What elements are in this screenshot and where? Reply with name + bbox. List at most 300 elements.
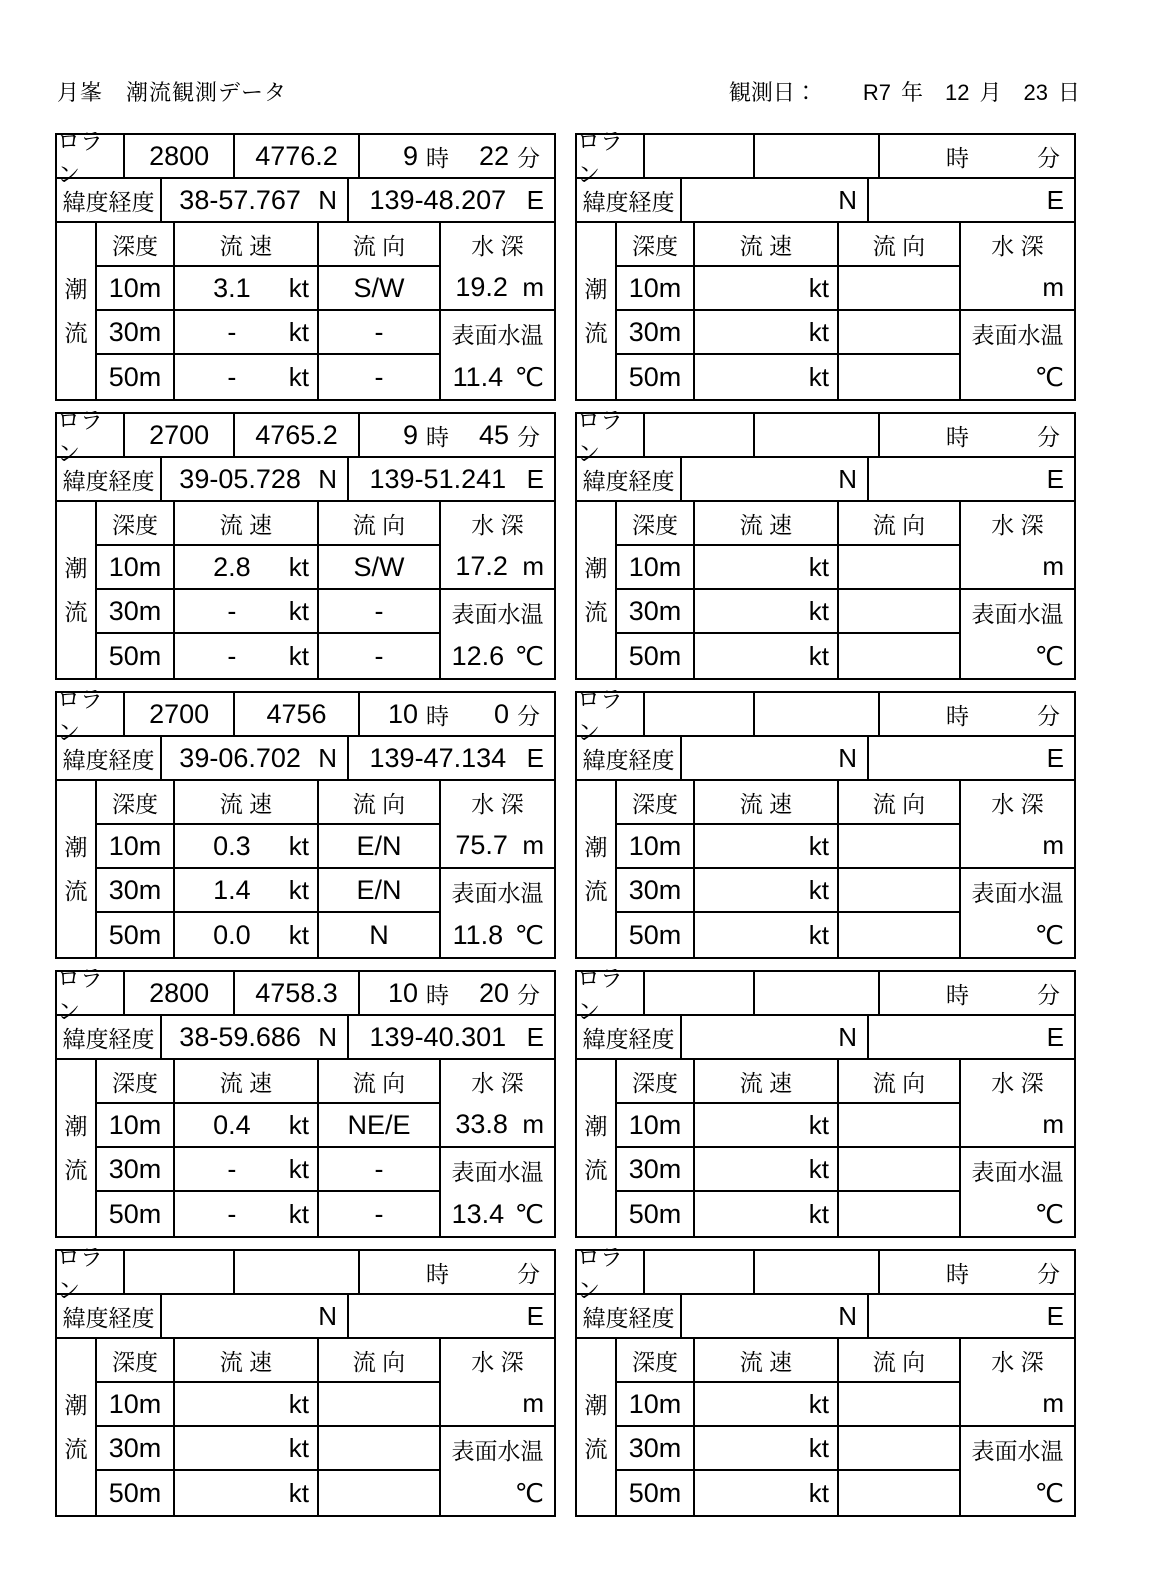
direction-header: 流 向 [839, 1339, 961, 1383]
loran-row [577, 1244, 1074, 1303]
observation-block [55, 407, 556, 680]
latlon-label: 緯度経度 [57, 1295, 162, 1337]
depth-row-label-50m: 50m [617, 1192, 695, 1236]
speed-value: 0.0 [213, 919, 251, 950]
depth-row-label-30m: 30m [617, 311, 695, 355]
north-unit: N [838, 463, 857, 494]
speed-header: 流 速 [695, 781, 839, 825]
loran-value-2: 4758.3 [235, 972, 360, 1014]
speed-header: 流 速 [175, 1339, 319, 1383]
hour-unit: 時 [946, 702, 969, 729]
loran-label: ロラン [57, 693, 125, 735]
speed-cell-30m [175, 1148, 319, 1192]
speed-cell-30m [695, 1148, 839, 1192]
direction-value-10m [319, 1383, 441, 1427]
direction-value-30m [839, 590, 961, 634]
longitude-value: 139-47.134 [369, 742, 507, 773]
water-depth-label: 水 深 [991, 791, 1044, 817]
time-cell [880, 414, 1074, 456]
loran-label: ロラン [57, 972, 125, 1014]
speed-cell-50m [175, 634, 319, 678]
latitude-cell [162, 1016, 349, 1058]
longitude-cell [349, 1016, 554, 1058]
loran-value-1 [645, 693, 755, 735]
celsius-unit: ℃ [1034, 640, 1064, 671]
speed-cell-50m [695, 634, 839, 678]
measurement-table [57, 223, 554, 399]
hour-unit: 時 [946, 981, 969, 1008]
surface-temp-cell [961, 869, 1074, 957]
surface-temp-label: 表面水温 [971, 1158, 1064, 1185]
surface-temp-cell [441, 1427, 554, 1515]
surface-temp-value-line [441, 1192, 554, 1236]
speed-cell-10m [175, 1104, 319, 1148]
direction-value-30m [839, 311, 961, 355]
current-char: 流 [584, 320, 608, 346]
kt-unit: kt [808, 640, 829, 671]
latlon-label: 緯度経度 [577, 1295, 682, 1337]
current-char: 流 [584, 599, 608, 625]
kt-unit: kt [288, 595, 309, 626]
latitude-cell [682, 737, 869, 779]
kt-unit: kt [808, 874, 829, 905]
depth-row-label-10m: 10m [617, 546, 695, 590]
surface-temp-label: 表面水温 [451, 600, 544, 627]
speed-value: 3.1 [213, 272, 251, 303]
hour-unit: 時 [426, 1260, 449, 1287]
surface-temp-cell [961, 1148, 1074, 1236]
loran-value-1: 2800 [125, 972, 235, 1014]
celsius-unit: ℃ [1034, 919, 1064, 950]
latlon-label: 緯度経度 [577, 737, 682, 779]
water-depth-cell [961, 1060, 1074, 1148]
water-depth-cell [441, 781, 554, 869]
tide-char: 潮 [584, 834, 608, 860]
latlon-label: 緯度経度 [57, 1016, 162, 1058]
hour-value: 10 [387, 977, 418, 1008]
kt-unit: kt [808, 1432, 829, 1463]
depth-header: 深度 [97, 223, 175, 267]
kt-unit: kt [808, 272, 829, 303]
tide-char: 潮 [584, 1113, 608, 1139]
surface-temp-label: 表面水温 [451, 1437, 544, 1464]
meter-unit: m [1042, 551, 1064, 581]
kt-unit: kt [808, 551, 829, 582]
direction-value-10m: NE/E [319, 1104, 441, 1148]
north-unit: N [838, 1021, 857, 1052]
north-unit: N [318, 1300, 337, 1331]
measurement-table [57, 1060, 554, 1236]
depth-row-label-10m: 10m [97, 1383, 175, 1427]
loran-label: ロラン [57, 135, 125, 177]
latlon-row [57, 179, 554, 223]
water-depth-cell [961, 223, 1074, 311]
minute-unit: 分 [1037, 702, 1060, 729]
depth-row-label-50m: 50m [617, 634, 695, 678]
surface-temp-value-line [961, 913, 1074, 957]
north-unit: N [838, 1300, 857, 1331]
observation-block [575, 686, 1076, 959]
water-depth-label: 水 深 [991, 1070, 1044, 1096]
loran-value-1: 2800 [125, 135, 235, 177]
direction-header: 流 向 [319, 1339, 441, 1383]
surface-temp-cell [961, 590, 1074, 678]
loran-value-1 [125, 1251, 235, 1293]
minute-unit: 分 [1037, 423, 1060, 450]
tide-current-strip [577, 1339, 617, 1515]
speed-cell-10m [175, 1383, 319, 1427]
kt-unit: kt [288, 1198, 309, 1229]
longitude-cell [349, 1295, 554, 1337]
tide-current-strip [577, 223, 617, 399]
observation-block [575, 965, 1076, 1238]
surface-temp-label: 表面水温 [971, 600, 1064, 627]
direction-value-50m: N [319, 913, 441, 957]
minute-value: 45 [478, 419, 509, 450]
month-value: 12 [945, 80, 970, 105]
water-depth-label: 水 深 [471, 1070, 524, 1096]
surface-temp-cell [961, 1427, 1074, 1515]
surface-temp-cell [441, 590, 554, 678]
east-unit: E [1046, 742, 1064, 773]
depth-header: 深度 [97, 502, 175, 546]
depth-row-label-30m: 30m [617, 869, 695, 913]
kt-unit: kt [288, 1109, 309, 1140]
hour-unit: 時 [426, 702, 449, 729]
east-unit: E [526, 463, 544, 494]
time-cell [880, 1251, 1074, 1293]
water-depth-cell [441, 223, 554, 311]
tide-char: 潮 [64, 276, 88, 302]
speed-cell-50m [175, 1471, 319, 1515]
direction-value-30m [839, 1148, 961, 1192]
time-cell [360, 135, 554, 177]
loran-value-1 [645, 972, 755, 1014]
page-title: 月峯 潮流観測データ [57, 80, 288, 105]
loran-value-1: 2700 [125, 414, 235, 456]
current-char: 流 [584, 878, 608, 904]
current-char: 流 [584, 1157, 608, 1183]
speed-cell-50m [175, 355, 319, 399]
speed-cell-50m [695, 913, 839, 957]
depth-row-label-30m: 30m [97, 1427, 175, 1471]
depth-row-label-50m: 50m [617, 355, 695, 399]
depth-header: 深度 [617, 502, 695, 546]
tide-char: 潮 [64, 834, 88, 860]
direction-value-10m [839, 1104, 961, 1148]
water-depth-value: 33.8 [455, 1109, 508, 1139]
celsius-unit: ℃ [514, 640, 544, 671]
kt-unit: kt [288, 1477, 309, 1508]
kt-unit: kt [808, 1109, 829, 1140]
celsius-unit: ℃ [514, 1198, 544, 1229]
meter-unit: m [522, 1109, 544, 1139]
latitude-value: 39-05.728 [179, 463, 301, 494]
meter-unit: m [1042, 1109, 1064, 1139]
speed-cell-30m [175, 590, 319, 634]
longitude-cell [869, 179, 1074, 221]
water-depth-value-line [961, 824, 1074, 867]
tide-char: 潮 [64, 1392, 88, 1418]
speed-cell-30m [175, 311, 319, 355]
depth-row-label-10m: 10m [617, 267, 695, 311]
surface-temp-value-line [961, 634, 1074, 678]
measurement-table [57, 1339, 554, 1515]
east-unit: E [1046, 184, 1064, 215]
longitude-cell [869, 737, 1074, 779]
minute-value: 20 [478, 977, 509, 1008]
loran-label: ロラン [577, 135, 645, 177]
hour-value: 10 [387, 698, 418, 729]
speed-cell-10m [695, 825, 839, 869]
latlon-row [57, 737, 554, 781]
speed-cell-30m [695, 590, 839, 634]
surface-temp-label: 表面水温 [451, 1158, 544, 1185]
water-depth-value-line [441, 1103, 554, 1146]
east-unit: E [526, 742, 544, 773]
direction-header: 流 向 [319, 781, 441, 825]
depth-row-label-10m: 10m [617, 1104, 695, 1148]
loran-row [57, 1244, 554, 1303]
loran-value-2 [755, 972, 880, 1014]
speed-cell-30m [695, 311, 839, 355]
direction-value-10m [839, 825, 961, 869]
loran-row [57, 128, 554, 187]
speed-value: - [227, 640, 237, 671]
latlon-row [577, 458, 1074, 502]
surface-temp-value-line [441, 1471, 554, 1515]
water-depth-value-line [961, 1103, 1074, 1146]
longitude-value: 139-48.207 [369, 184, 507, 215]
speed-value: - [227, 316, 237, 347]
depth-row-label-10m: 10m [97, 825, 175, 869]
current-char: 流 [64, 599, 88, 625]
minute-value: 0 [493, 698, 509, 729]
current-char: 流 [64, 1157, 88, 1183]
current-char: 流 [64, 878, 88, 904]
water-depth-cell [961, 1339, 1074, 1427]
latitude-value: 39-06.702 [179, 742, 301, 773]
water-depth-cell [441, 1339, 554, 1427]
direction-value-10m: E/N [319, 825, 441, 869]
latlon-label: 緯度経度 [577, 1016, 682, 1058]
direction-value-30m: - [319, 311, 441, 355]
speed-cell-10m [175, 546, 319, 590]
time-cell [360, 414, 554, 456]
surface-temp-value-line [961, 1192, 1074, 1236]
longitude-cell [349, 458, 554, 500]
kt-unit: kt [808, 1153, 829, 1184]
loran-value-2: 4756 [235, 693, 360, 735]
kt-unit: kt [288, 316, 309, 347]
time-cell [360, 1251, 554, 1293]
meter-unit: m [522, 1388, 544, 1418]
water-depth-label: 水 深 [991, 512, 1044, 538]
kt-unit: kt [808, 316, 829, 347]
tide-current-strip [57, 1339, 97, 1515]
kt-unit: kt [288, 874, 309, 905]
direction-value-10m: S/W [319, 267, 441, 311]
month-unit: 月 [979, 80, 1002, 105]
depth-row-label-50m: 50m [97, 913, 175, 957]
measurement-table [577, 223, 1074, 399]
water-depth-label: 水 深 [471, 1349, 524, 1375]
kt-unit: kt [808, 1477, 829, 1508]
direction-header: 流 向 [839, 781, 961, 825]
direction-header: 流 向 [319, 1060, 441, 1104]
speed-cell-10m [175, 267, 319, 311]
kt-unit: kt [288, 919, 309, 950]
observation-block [55, 1244, 556, 1517]
loran-value-2: 4765.2 [235, 414, 360, 456]
speed-cell-30m [695, 869, 839, 913]
surface-temp-label: 表面水温 [451, 321, 544, 348]
time-cell [360, 693, 554, 735]
meter-unit: m [1042, 830, 1064, 860]
water-depth-cell [441, 1060, 554, 1148]
measurement-table [57, 781, 554, 957]
direction-value-50m [839, 634, 961, 678]
speed-cell-10m [695, 1104, 839, 1148]
celsius-unit: ℃ [1034, 361, 1064, 392]
surface-temp-label: 表面水温 [971, 879, 1064, 906]
meter-unit: m [1042, 1388, 1064, 1418]
kt-unit: kt [288, 1432, 309, 1463]
latitude-cell [682, 179, 869, 221]
depth-row-label-10m: 10m [617, 1383, 695, 1427]
measurement-table [577, 781, 1074, 957]
speed-header: 流 速 [695, 223, 839, 267]
east-unit: E [1046, 463, 1064, 494]
minute-unit: 分 [1037, 144, 1060, 171]
direction-header: 流 向 [839, 223, 961, 267]
water-depth-value-line [441, 266, 554, 309]
speed-header: 流 速 [175, 781, 319, 825]
day-unit: 日 [1057, 80, 1080, 105]
meter-unit: m [1042, 272, 1064, 302]
direction-header: 流 向 [839, 1060, 961, 1104]
era-year-value: R7 [862, 80, 891, 105]
speed-header: 流 速 [175, 223, 319, 267]
tide-current-strip [577, 502, 617, 678]
page-header [0, 0, 1152, 107]
direction-value-50m: - [319, 1192, 441, 1236]
celsius-unit: ℃ [1034, 1477, 1064, 1508]
measurement-table [577, 1339, 1074, 1515]
loran-value-2: 4776.2 [235, 135, 360, 177]
direction-header: 流 向 [319, 223, 441, 267]
surface-temp-label: 表面水温 [971, 321, 1064, 348]
direction-value-30m: E/N [319, 869, 441, 913]
speed-value: - [227, 1198, 237, 1229]
loran-value-2 [755, 693, 880, 735]
observation-block [575, 1244, 1076, 1517]
time-cell [880, 693, 1074, 735]
depth-row-label-10m: 10m [97, 1104, 175, 1148]
depth-row-label-50m: 50m [97, 634, 175, 678]
north-unit: N [318, 463, 337, 494]
speed-value: 2.8 [213, 551, 251, 582]
speed-header: 流 速 [175, 1060, 319, 1104]
water-depth-cell [961, 781, 1074, 869]
loran-row [577, 686, 1074, 745]
speed-cell-10m [175, 825, 319, 869]
depth-row-label-50m: 50m [97, 355, 175, 399]
loran-value-1 [645, 135, 755, 177]
latlon-label: 緯度経度 [57, 458, 162, 500]
speed-header: 流 速 [695, 1339, 839, 1383]
speed-cell-10m [695, 546, 839, 590]
speed-cell-30m [175, 1427, 319, 1471]
latitude-cell [682, 1016, 869, 1058]
north-unit: N [838, 742, 857, 773]
time-cell [360, 972, 554, 1014]
hour-unit: 時 [426, 981, 449, 1008]
tide-char: 潮 [64, 555, 88, 581]
water-depth-label: 水 深 [991, 233, 1044, 259]
hour-unit: 時 [426, 144, 449, 171]
latlon-row [57, 1295, 554, 1339]
loran-value-1: 2700 [125, 693, 235, 735]
observation-date [729, 76, 1080, 107]
depth-header: 深度 [617, 223, 695, 267]
hour-value: 9 [402, 140, 418, 171]
speed-value: - [227, 1153, 237, 1184]
latitude-cell [162, 179, 349, 221]
depth-row-label-10m: 10m [97, 267, 175, 311]
latitude-cell [682, 458, 869, 500]
kt-unit: kt [288, 1388, 309, 1419]
loran-row [577, 128, 1074, 187]
hour-value: 9 [402, 419, 418, 450]
loran-value-2 [235, 1251, 360, 1293]
speed-cell-50m [695, 355, 839, 399]
depth-row-label-50m: 50m [617, 913, 695, 957]
minute-unit: 分 [1037, 1260, 1060, 1287]
water-depth-value: 19.2 [455, 272, 508, 302]
loran-row [577, 407, 1074, 466]
direction-value-10m [839, 1383, 961, 1427]
depth-row-label-30m: 30m [617, 1148, 695, 1192]
kt-unit: kt [288, 830, 309, 861]
direction-value-50m [839, 355, 961, 399]
kt-unit: kt [808, 361, 829, 392]
latitude-cell [162, 737, 349, 779]
celsius-unit: ℃ [1034, 1198, 1064, 1229]
speed-cell-30m [695, 1427, 839, 1471]
east-unit: E [1046, 1300, 1064, 1331]
direction-value-50m [839, 1471, 961, 1515]
observation-block [575, 407, 1076, 680]
water-depth-label: 水 深 [471, 791, 524, 817]
water-depth-label: 水 深 [991, 1349, 1044, 1375]
year-unit: 年 [900, 80, 923, 105]
east-unit: E [526, 1021, 544, 1052]
current-char: 流 [584, 1436, 608, 1462]
loran-value-1 [645, 1251, 755, 1293]
direction-value-50m [839, 913, 961, 957]
latitude-value: 38-57.767 [179, 184, 301, 215]
celsius-unit: ℃ [514, 919, 544, 950]
direction-value-10m [839, 267, 961, 311]
minute-unit: 分 [517, 144, 540, 171]
depth-row-label-30m: 30m [97, 869, 175, 913]
surface-temp-value-line [441, 355, 554, 399]
latitude-value: 38-59.686 [179, 1021, 301, 1052]
speed-value: 0.3 [213, 830, 251, 861]
meter-unit: m [522, 551, 544, 581]
minute-unit: 分 [517, 1260, 540, 1287]
